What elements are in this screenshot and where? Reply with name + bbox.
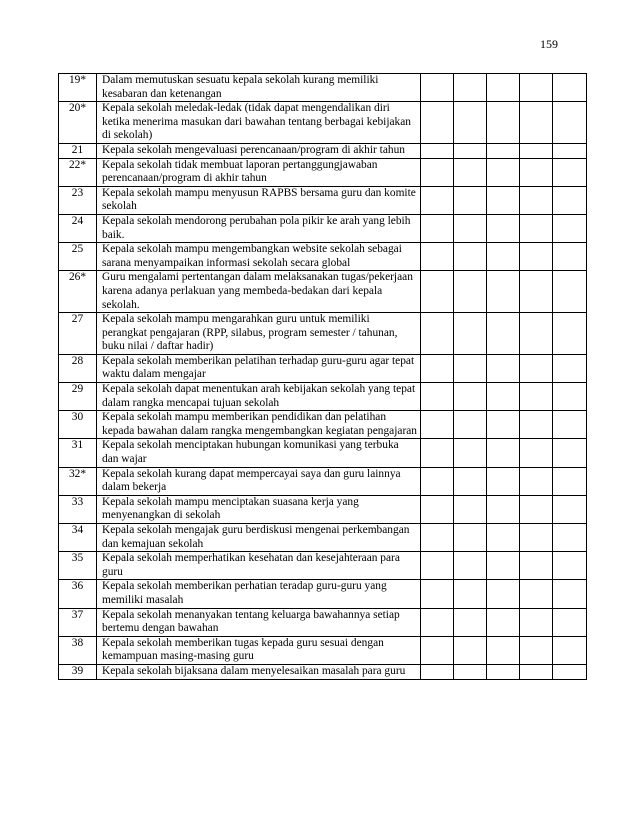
item-statement: Kepala sekolah meledak-ledak (tidak dapat mengendalikan diri ketika menerima masukan dari bawahan tentang berbagai kebijakan di sekolah) bbox=[97, 102, 421, 144]
rating-cell-5[interactable] bbox=[553, 214, 587, 242]
rating-cell-1[interactable] bbox=[421, 143, 454, 158]
rating-cell-3[interactable] bbox=[487, 411, 520, 439]
rating-cell-1[interactable] bbox=[421, 664, 454, 679]
table-row bbox=[59, 524, 587, 552]
rating-cell-5[interactable] bbox=[553, 102, 587, 144]
rating-cell-1[interactable] bbox=[421, 439, 454, 467]
item-statement: Kepala sekolah menciptakan hubungan komunikasi yang terbuka dan wajar bbox=[97, 439, 421, 467]
rating-cell-2[interactable] bbox=[454, 664, 487, 679]
rating-cell-3[interactable] bbox=[487, 383, 520, 411]
item-number: 24 bbox=[59, 214, 97, 242]
rating-cell-5[interactable] bbox=[553, 143, 587, 158]
rating-cell-4[interactable] bbox=[520, 354, 553, 382]
rating-cell-1[interactable] bbox=[421, 354, 454, 382]
item-number: 37 bbox=[59, 608, 97, 636]
rating-cell-5[interactable] bbox=[553, 664, 587, 679]
item-statement: Kepala sekolah mengajak guru berdiskusi mengenai perkembangan dan kemajuan sekolah bbox=[97, 524, 421, 552]
rating-cell-3[interactable] bbox=[487, 354, 520, 382]
rating-cell-3[interactable] bbox=[487, 467, 520, 495]
table-row bbox=[59, 580, 587, 608]
item-statement: Kepala sekolah memperhatikan kesehatan dan kesejahteraan para guru bbox=[97, 552, 421, 580]
rating-cell-2[interactable] bbox=[454, 495, 487, 523]
rating-cell-5[interactable] bbox=[553, 271, 587, 313]
item-number: 23 bbox=[59, 186, 97, 214]
item-number: 26* bbox=[59, 271, 97, 313]
rating-cell-2[interactable] bbox=[454, 636, 487, 664]
rating-cell-3[interactable] bbox=[487, 214, 520, 242]
rating-cell-2[interactable] bbox=[454, 383, 487, 411]
table-row bbox=[59, 158, 587, 186]
table-row bbox=[59, 439, 587, 467]
rating-cell-1[interactable] bbox=[421, 608, 454, 636]
rating-cell-2[interactable] bbox=[454, 271, 487, 313]
rating-cell-1[interactable] bbox=[421, 186, 454, 214]
rating-cell-2[interactable] bbox=[454, 313, 487, 355]
rating-cell-1[interactable] bbox=[421, 636, 454, 664]
rating-cell-2[interactable] bbox=[454, 214, 487, 242]
rating-cell-2[interactable] bbox=[454, 186, 487, 214]
rating-cell-1[interactable] bbox=[421, 313, 454, 355]
item-statement: Kepala sekolah mampu mengembangkan website sekolah sebagai sarana menyampaikan informasi sekolah secara global bbox=[97, 243, 421, 271]
rating-cell-1[interactable] bbox=[421, 74, 454, 102]
rating-cell-2[interactable] bbox=[454, 439, 487, 467]
item-number: 30 bbox=[59, 411, 97, 439]
table-row bbox=[59, 383, 587, 411]
page-number: 159 bbox=[540, 37, 558, 51]
rating-cell-1[interactable] bbox=[421, 214, 454, 242]
item-statement: Kepala sekolah mampu memberikan pendidikan dan pelatihan kepada bawahan dalam rangka mengembangkan kegiatan pengajaran bbox=[97, 411, 421, 439]
table-row bbox=[59, 636, 587, 664]
rating-cell-5[interactable] bbox=[553, 74, 587, 102]
rating-cell-5[interactable] bbox=[553, 186, 587, 214]
rating-cell-4[interactable] bbox=[520, 214, 553, 242]
rating-cell-3[interactable] bbox=[487, 552, 520, 580]
rating-cell-5[interactable] bbox=[553, 439, 587, 467]
rating-cell-3[interactable] bbox=[487, 439, 520, 467]
rating-cell-4[interactable] bbox=[520, 664, 553, 679]
rating-cell-2[interactable] bbox=[454, 143, 487, 158]
rating-cell-3[interactable] bbox=[487, 143, 520, 158]
item-statement: Kepala sekolah memberikan pelatihan terhadap guru-guru agar tepat waktu dalam mengajar bbox=[97, 354, 421, 382]
rating-cell-3[interactable] bbox=[487, 608, 520, 636]
rating-cell-4[interactable] bbox=[520, 411, 553, 439]
questionnaire-body bbox=[59, 74, 587, 680]
rating-cell-1[interactable] bbox=[421, 524, 454, 552]
rating-cell-4[interactable] bbox=[520, 313, 553, 355]
rating-cell-4[interactable] bbox=[520, 580, 553, 608]
rating-cell-1[interactable] bbox=[421, 495, 454, 523]
questionnaire-table bbox=[58, 73, 587, 680]
rating-cell-4[interactable] bbox=[520, 608, 553, 636]
rating-cell-5[interactable] bbox=[553, 313, 587, 355]
item-number: 19* bbox=[59, 74, 97, 102]
rating-cell-2[interactable] bbox=[454, 608, 487, 636]
item-statement: Dalam memutuskan sesuatu kepala sekolah kurang memiliki kesabaran dan ketenangan bbox=[97, 74, 421, 102]
rating-cell-4[interactable] bbox=[520, 383, 553, 411]
item-number: 22* bbox=[59, 158, 97, 186]
table-row bbox=[59, 664, 587, 679]
item-number: 35 bbox=[59, 552, 97, 580]
rating-cell-3[interactable] bbox=[487, 271, 520, 313]
item-number: 28 bbox=[59, 354, 97, 382]
rating-cell-5[interactable] bbox=[553, 383, 587, 411]
rating-cell-2[interactable] bbox=[454, 74, 487, 102]
table-row bbox=[59, 608, 587, 636]
item-number: 21 bbox=[59, 143, 97, 158]
item-number: 20* bbox=[59, 102, 97, 144]
item-number: 38 bbox=[59, 636, 97, 664]
table-row bbox=[59, 411, 587, 439]
rating-cell-1[interactable] bbox=[421, 102, 454, 144]
rating-cell-4[interactable] bbox=[520, 186, 553, 214]
rating-cell-3[interactable] bbox=[487, 102, 520, 144]
table-row bbox=[59, 186, 587, 214]
table-row bbox=[59, 74, 587, 102]
rating-cell-4[interactable] bbox=[520, 143, 553, 158]
item-number: 33 bbox=[59, 495, 97, 523]
rating-cell-3[interactable] bbox=[487, 524, 520, 552]
rating-cell-5[interactable] bbox=[553, 243, 587, 271]
rating-cell-3[interactable] bbox=[487, 495, 520, 523]
item-number: 36 bbox=[59, 580, 97, 608]
rating-cell-4[interactable] bbox=[520, 271, 553, 313]
rating-cell-1[interactable] bbox=[421, 467, 454, 495]
rating-cell-2[interactable] bbox=[454, 354, 487, 382]
item-number: 39 bbox=[59, 664, 97, 679]
rating-cell-4[interactable] bbox=[520, 552, 553, 580]
item-statement: Kepala sekolah memberikan tugas kepada guru sesuai dengan kemampuan masing-masing guru bbox=[97, 636, 421, 664]
rating-cell-3[interactable] bbox=[487, 580, 520, 608]
item-statement: Kepala sekolah dapat menentukan arah kebijakan sekolah yang tepat dalam rangka mencapai tujuan sekolah bbox=[97, 383, 421, 411]
rating-cell-3[interactable] bbox=[487, 186, 520, 214]
rating-cell-3[interactable] bbox=[487, 74, 520, 102]
rating-cell-3[interactable] bbox=[487, 243, 520, 271]
item-statement: Kepala sekolah mengevaluasi perencanaan/program di akhir tahun bbox=[97, 143, 421, 158]
rating-cell-3[interactable] bbox=[487, 636, 520, 664]
item-statement: Kepala sekolah bijaksana dalam menyelesaikan masalah para guru bbox=[97, 664, 421, 679]
rating-cell-5[interactable] bbox=[553, 495, 587, 523]
table-row bbox=[59, 102, 587, 144]
rating-cell-5[interactable] bbox=[553, 608, 587, 636]
item-statement: Kepala sekolah menanyakan tentang keluarga bawahannya setiap bertemu dengan bawahan bbox=[97, 608, 421, 636]
table-row bbox=[59, 143, 587, 158]
item-statement: Kepala sekolah tidak membuat laporan pertanggungjawaban perencanaan/program di akhir tahun bbox=[97, 158, 421, 186]
rating-cell-4[interactable] bbox=[520, 439, 553, 467]
rating-cell-5[interactable] bbox=[553, 158, 587, 186]
item-number: 31 bbox=[59, 439, 97, 467]
item-statement: Kepala sekolah mampu menciptakan suasana kerja yang menyenangkan di sekolah bbox=[97, 495, 421, 523]
rating-cell-4[interactable] bbox=[520, 495, 553, 523]
rating-cell-5[interactable] bbox=[553, 467, 587, 495]
rating-cell-3[interactable] bbox=[487, 664, 520, 679]
table-row bbox=[59, 552, 587, 580]
rating-cell-1[interactable] bbox=[421, 383, 454, 411]
rating-cell-5[interactable] bbox=[553, 636, 587, 664]
rating-cell-4[interactable] bbox=[520, 243, 553, 271]
table-row bbox=[59, 271, 587, 313]
rating-cell-2[interactable] bbox=[454, 580, 487, 608]
rating-cell-4[interactable] bbox=[520, 467, 553, 495]
rating-cell-1[interactable] bbox=[421, 271, 454, 313]
rating-cell-3[interactable] bbox=[487, 313, 520, 355]
table-row bbox=[59, 354, 587, 382]
rating-cell-4[interactable] bbox=[520, 636, 553, 664]
table-row bbox=[59, 214, 587, 242]
rating-cell-2[interactable] bbox=[454, 524, 487, 552]
rating-cell-2[interactable] bbox=[454, 552, 487, 580]
rating-cell-5[interactable] bbox=[553, 524, 587, 552]
rating-cell-5[interactable] bbox=[553, 552, 587, 580]
rating-cell-1[interactable] bbox=[421, 158, 454, 186]
rating-cell-4[interactable] bbox=[520, 102, 553, 144]
rating-cell-2[interactable] bbox=[454, 102, 487, 144]
item-number: 27 bbox=[59, 313, 97, 355]
item-statement: Kepala sekolah memberikan perhatian teradap guru-guru yang memiliki masalah bbox=[97, 580, 421, 608]
item-number: 25 bbox=[59, 243, 97, 271]
table-row bbox=[59, 495, 587, 523]
rating-cell-5[interactable] bbox=[553, 354, 587, 382]
item-statement: Kepala sekolah mampu menyusun RAPBS bersama guru dan komite sekolah bbox=[97, 186, 421, 214]
item-statement: Kepala sekolah kurang dapat mempercayai saya dan guru lainnya dalam bekerja bbox=[97, 467, 421, 495]
item-number: 34 bbox=[59, 524, 97, 552]
table-row bbox=[59, 243, 587, 271]
item-statement: Kepala sekolah mampu mengarahkan guru untuk memiliki perangkat pengajaran (RPP, silabus, program semester / tahunan, buku nilai / daftar hadir) bbox=[97, 313, 421, 355]
rating-cell-5[interactable] bbox=[553, 580, 587, 608]
rating-cell-2[interactable] bbox=[454, 411, 487, 439]
rating-cell-2[interactable] bbox=[454, 243, 487, 271]
rating-cell-2[interactable] bbox=[454, 158, 487, 186]
item-number: 29 bbox=[59, 383, 97, 411]
rating-cell-4[interactable] bbox=[520, 524, 553, 552]
rating-cell-3[interactable] bbox=[487, 158, 520, 186]
rating-cell-4[interactable] bbox=[520, 158, 553, 186]
rating-cell-2[interactable] bbox=[454, 467, 487, 495]
table-row bbox=[59, 313, 587, 355]
rating-cell-1[interactable] bbox=[421, 580, 454, 608]
rating-cell-1[interactable] bbox=[421, 243, 454, 271]
rating-cell-5[interactable] bbox=[553, 411, 587, 439]
rating-cell-1[interactable] bbox=[421, 411, 454, 439]
rating-cell-1[interactable] bbox=[421, 552, 454, 580]
item-statement: Kepala sekolah mendorong perubahan pola pikir ke arah yang lebih baik. bbox=[97, 214, 421, 242]
item-number: 32* bbox=[59, 467, 97, 495]
table-row bbox=[59, 467, 587, 495]
rating-cell-4[interactable] bbox=[520, 74, 553, 102]
item-statement: Guru mengalami pertentangan dalam melaksanakan tugas/pekerjaan karena adanya perlakuan yang membeda-bedakan dari kepala sekolah. bbox=[97, 271, 421, 313]
